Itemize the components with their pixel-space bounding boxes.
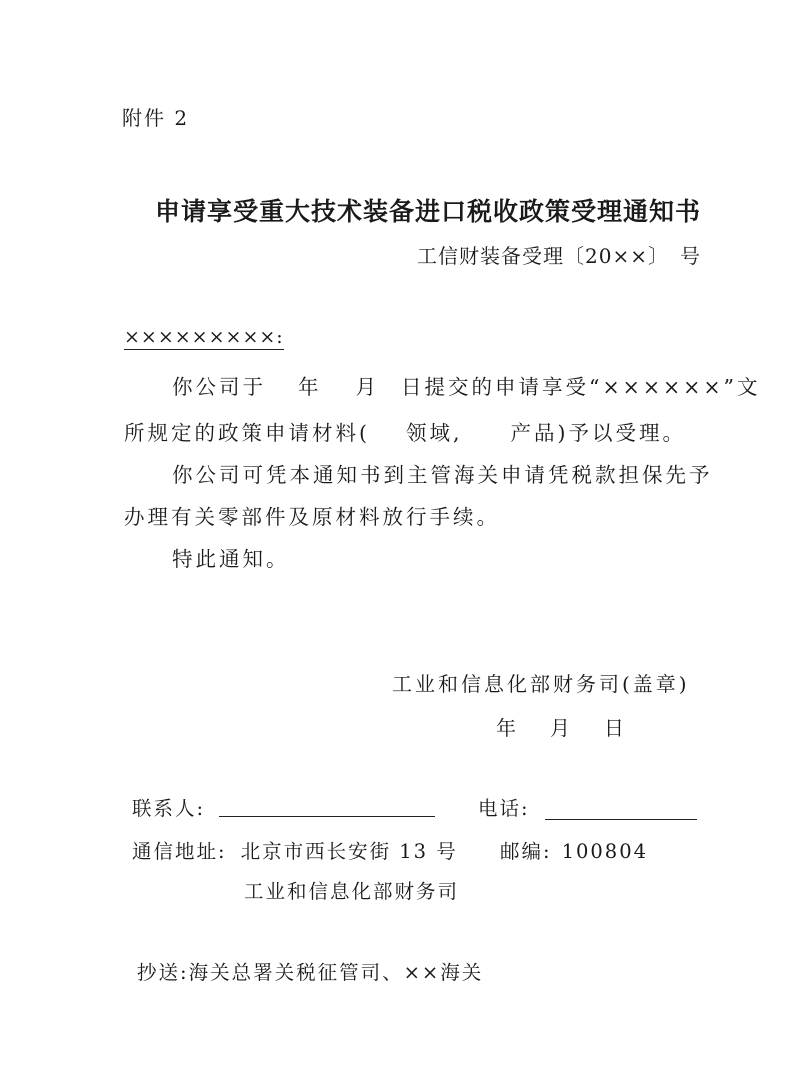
body-line-2 xyxy=(124,416,686,446)
signature-month: 月 xyxy=(550,716,570,740)
addressee: ×××××××××: xyxy=(124,326,284,348)
body-line-3: 你公司可凭本通知书到主管海关申请凭税款担保先予 xyxy=(172,463,713,487)
body-line-1-month: 月 xyxy=(355,375,379,399)
phone-label: 电话: xyxy=(478,797,530,820)
address-line-2: 工业和信息化部财务司 xyxy=(244,880,460,903)
body-line-2-c: 产品)予以受理。 xyxy=(510,421,687,445)
body-line-2-domain: 领域, xyxy=(406,421,463,445)
postcode-label: 邮编: xyxy=(500,840,552,863)
body-line-4: 办理有关零部件及原材料放行手续。 xyxy=(124,505,500,529)
contact-person-blank xyxy=(219,816,435,817)
body-line-1-year: 年 xyxy=(298,375,322,399)
phone-blank xyxy=(545,819,697,820)
document-number: 工信财装备受理〔20××〕 号 xyxy=(417,244,701,268)
cc-line: 抄送:海关总署关税征管司、××海关 xyxy=(137,961,484,984)
address-value-1: 北京市西长安街 13 号 xyxy=(240,840,458,863)
body-line-1 xyxy=(172,370,761,400)
body-line-5: 特此通知。 xyxy=(172,547,290,571)
address-line-1 xyxy=(132,836,458,864)
document-title: 申请享受重大技术装备进口税收政策受理通知书 xyxy=(155,197,702,226)
signature-date xyxy=(496,712,624,741)
signature-year: 年 xyxy=(496,716,516,740)
body-line-2-a: 所规定的政策申请材料( xyxy=(124,421,370,445)
postcode-value: 100804 xyxy=(561,840,649,863)
postcode xyxy=(500,836,648,864)
body-line-1-d: 日提交的申请享受“××××××”文 xyxy=(401,375,761,399)
signature-org: 工业和信息化部财务司(盖章) xyxy=(392,672,690,696)
contact-person-label: 联系人: xyxy=(132,797,206,820)
signature-day: 日 xyxy=(604,716,624,740)
address-label: 通信地址: xyxy=(132,840,227,863)
attachment-label: 附件 2 xyxy=(122,106,190,130)
body-line-1-a: 你公司于 xyxy=(172,375,266,399)
